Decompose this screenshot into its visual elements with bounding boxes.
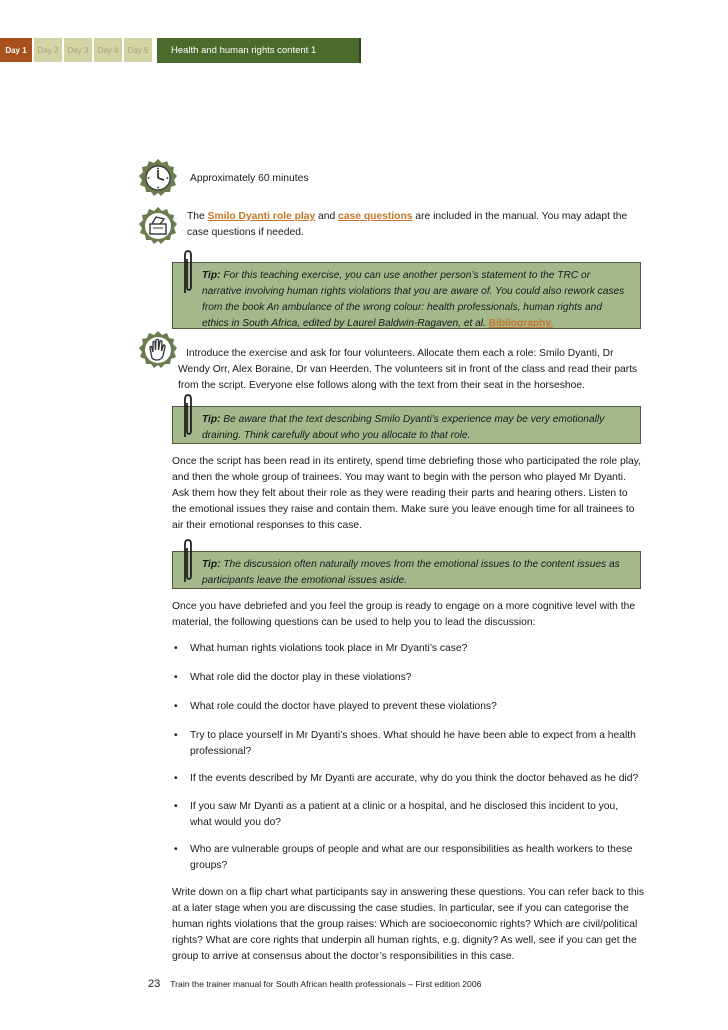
page-number: 23: [148, 978, 161, 990]
tip-box-3: Tip: The discussion often naturally moves from the emotional issues to the content issues as participants leave the emotional issues aside.: [172, 551, 641, 589]
tab-day-1[interactable]: Day 1: [0, 38, 32, 62]
tab-day-2[interactable]: Day 2: [34, 38, 62, 62]
list-item: • Try to place yourself in Mr Dyanti’s shoes. What should he have been able to expect from a health professional?: [174, 730, 636, 757]
debrief-paragraph: Once the script has been read in its entirety, spend time debriefing those who participated the role play, and then the whole group of trainees. You may want to begin with the person who played Mr Dyanti. Ask them how they felt about their role as they were reading their parts and hearing others. Listen to the emotional issues they raise and contain them. Make sure you leave enough time for all trainees to air their emotional responses to this case.: [172, 456, 641, 531]
materials-icon: [138, 206, 178, 246]
list-item: • What role did the doctor play in these violations?: [174, 672, 412, 683]
list-item: • What role could the doctor have played to prevent these violations?: [174, 701, 497, 712]
list-item: • Who are vulnerable groups of people and what are our responsibilities as health workers to these groups?: [174, 844, 633, 871]
clock-icon: [138, 158, 178, 198]
materials-text: The Smilo Dyanti role play and case questions are included in the manual. You may adapt the case questions if needed.: [187, 211, 628, 238]
role-play-link[interactable]: Smilo Dyanti role play: [207, 211, 316, 222]
duration-text: Approximately 60 minutes: [190, 173, 309, 184]
tab-day-5[interactable]: Day 5: [124, 38, 152, 62]
list-item: • What human rights violations took place in Mr Dyanti’s case?: [174, 643, 468, 654]
list-item: • If the events described by Mr Dyanti are accurate, why do you think the doctor behaved as he did?: [174, 773, 639, 784]
section-banner: Health and human rights content 1: [157, 38, 361, 63]
tip-box-1: Tip: For this teaching exercise, you can use another person’s statement to the TRC or narrative involving human rights violations that you are aware of. You could also rework cases from the book An ambulance of the wrong colour: health professionals, human rights and ethics in South Africa, edited by Laurel Baldwin-Ragaven, et al. Bibliography.: [172, 262, 641, 329]
page-footer: [148, 978, 481, 990]
paperclip-icon: [180, 249, 196, 295]
discussion-intro: Once you have debriefed and you feel the group is ready to engage on a more cognitive level with the material, the following questions can be used to help you to lead the discussion:: [172, 601, 636, 628]
paperclip-icon: [180, 538, 196, 584]
hand-icon: [138, 330, 178, 370]
tip-box-2: Tip: Be aware that the text describing Smilo Dyanti’s experience may be very emotionally draining. Think carefully about who you allocate to that role.: [172, 406, 641, 444]
paperclip-icon: [180, 393, 196, 439]
tab-day-3[interactable]: Day 3: [64, 38, 92, 62]
list-item: • If you saw Mr Dyanti as a patient at a clinic or a hospital, and he disclosed this incident to you, what would you do?: [174, 801, 619, 828]
bibliography-link[interactable]: Bibliography.: [488, 318, 554, 329]
case-questions-link[interactable]: case questions: [338, 211, 413, 222]
tab-day-4[interactable]: Day 4: [94, 38, 122, 62]
activity-text: Introduce the exercise and ask for four volunteers. Allocate them each a role: Smilo Dyanti, Dr Wendy Orr, Alex Boraine, Dr van Heerden. The volunteers sit in front of the class and read their parts from the script. Everyone else follows along with the text from their seat in the horseshoe.: [178, 348, 638, 391]
flipchart-paragraph: Write down on a flip chart what participants say in answering these questions. You can refer back to this at a later stage when you are discussing the case studies. In particular, see if you can categorise the human rights violations that the group raises: Which are socioeconomic rights? Which are civil/political rights? What are core rights that underpin all human rights, e.g. dignity? As well, see if you can get the group to arrive at consensus about the doctor’s responsibilities in this case.: [172, 887, 645, 962]
footer-text: Train the trainer manual for South African health professionals – First edition 2006: [170, 979, 482, 989]
